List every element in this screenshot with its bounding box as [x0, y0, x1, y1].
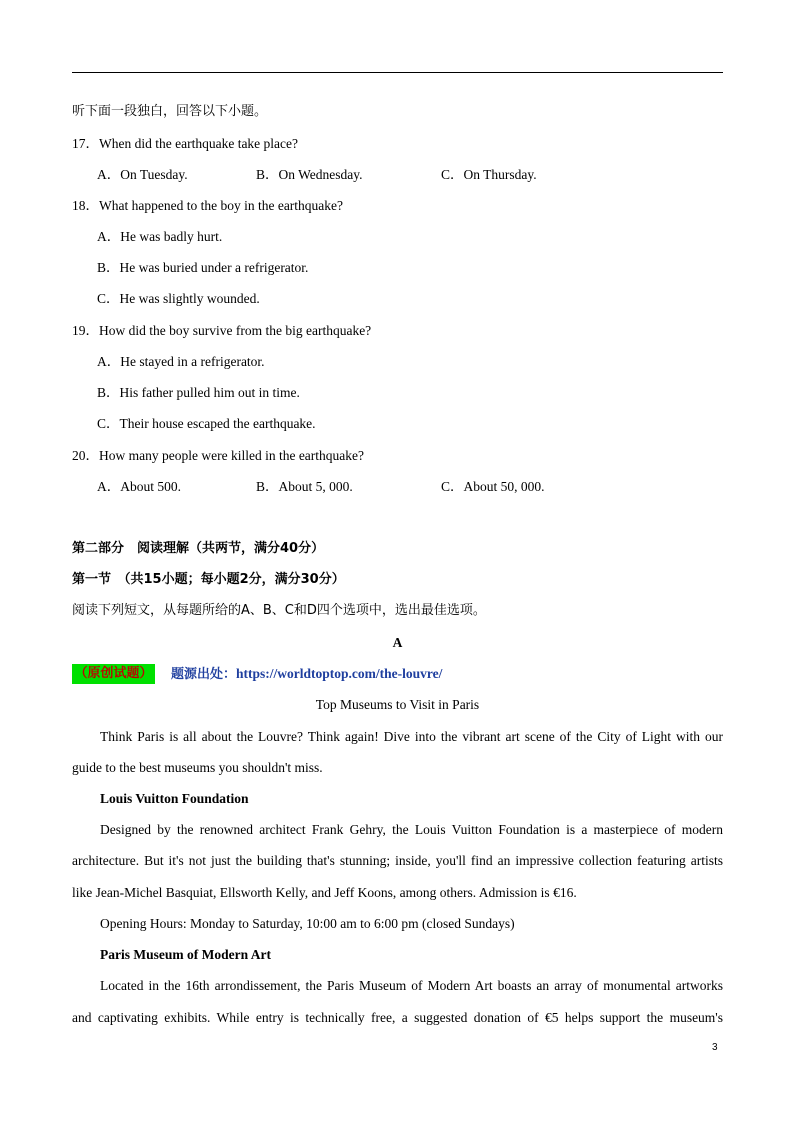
question-text: What happened to the boy in the earthquake?: [99, 198, 344, 213]
option-text: Their house escaped the earthquake.: [119, 416, 316, 431]
pm-heading: Paris Museum of Modern Art: [100, 947, 271, 962]
option-letter: B．: [97, 260, 120, 275]
reading-instruction: 阅读下列短文，从每题所给的A、B、C和D四个选项中，选出最佳选项。: [72, 603, 486, 618]
lv-hours: Opening Hours: Monday to Saturday, 10:00 am to 6:00 pm (closed Sundays): [100, 916, 515, 931]
passage-letter: A: [392, 635, 403, 650]
question-18: [72, 197, 343, 215]
question-number: 19．: [72, 323, 99, 338]
option-text: About 5, 000.: [278, 479, 353, 494]
option-17c: [441, 166, 537, 184]
option-letter: A．: [97, 479, 121, 494]
passage-title: Top Museums to Visit in Paris: [315, 697, 480, 712]
question-number: 18．: [72, 198, 99, 213]
question-number: 20．: [72, 448, 99, 463]
option-text: On Wednesday.: [278, 167, 363, 182]
source-label: 题源出处：: [171, 667, 237, 682]
lv-heading: Louis Vuitton Foundation: [100, 791, 249, 806]
option-letter: B．: [256, 167, 279, 182]
lv-body-line-1: Designed by the renowned architect Frank Gehry, the Louis Vuitton Foundation is a masterpiece of modern: [100, 822, 723, 837]
question-20: [72, 447, 364, 465]
question-17: [72, 135, 298, 153]
lv-body-line-3: like Jean-Michel Basquiat, Ellsworth Kelly, and Jeff Koons, among others. Admission is €16.: [72, 885, 577, 900]
page-number: 3: [712, 1042, 718, 1053]
pm-body-line-2: and captivating exhibits. While entry is technically free, a suggested donation of €5 helps support the museum's: [72, 1010, 723, 1025]
option-text: He stayed in a refrigerator.: [120, 354, 265, 369]
question-text: When did the earthquake take place?: [99, 136, 299, 151]
option-text: About 500.: [120, 479, 181, 494]
option-17a: [97, 166, 188, 184]
option-text: He was buried under a refrigerator.: [119, 260, 309, 275]
part2-heading: 第二部分 阅读理解（共两节，满分40分）: [72, 541, 325, 556]
question-19: [72, 322, 371, 340]
option-19b: [97, 384, 300, 402]
option-20c: [441, 478, 545, 496]
intro-line-1: Think Paris is all about the Louvre? Think again! Dive into the vibrant art scene of the City of Light with our: [100, 729, 723, 744]
option-20a: [97, 478, 181, 496]
option-17b: [256, 166, 363, 184]
header-rule: [72, 72, 723, 73]
section1-heading: 第一节 （共15小题；每小题2分，满分30分）: [72, 572, 345, 587]
option-text: His father pulled him out in time.: [119, 385, 300, 400]
option-letter: C．: [441, 167, 464, 182]
option-letter: B．: [97, 385, 120, 400]
option-18b: [97, 259, 308, 277]
question-text: How did the boy survive from the big earthquake?: [99, 323, 372, 338]
listening-instruction: 听下面一段独白，回答以下小题。: [72, 104, 268, 119]
question-number: 17．: [72, 136, 99, 151]
option-text: About 50, 000.: [463, 479, 545, 494]
intro-line-2: guide to the best museums you shouldn't miss.: [72, 760, 323, 775]
option-18c: [97, 290, 260, 308]
option-letter: C．: [441, 479, 464, 494]
option-letter: B．: [256, 479, 279, 494]
original-question-badge: （原创试题）: [72, 664, 155, 684]
option-letter: A．: [97, 354, 121, 369]
question-text: How many people were killed in the earthquake?: [99, 448, 365, 463]
option-20b: [256, 478, 353, 496]
source-url: https://worldtoptop.com/the-louvre/: [236, 666, 443, 681]
option-letter: C．: [97, 291, 120, 306]
option-19a: [97, 353, 265, 371]
source-line: [171, 665, 442, 684]
option-letter: A．: [97, 167, 121, 182]
pm-body-line-1: Located in the 16th arrondissement, the Paris Museum of Modern Art boasts an array of monumental artworks: [100, 978, 723, 993]
option-letter: C．: [97, 416, 120, 431]
option-letter: A．: [97, 229, 121, 244]
option-19c: [97, 415, 316, 433]
option-text: He was slightly wounded.: [119, 291, 260, 306]
option-18a: [97, 228, 222, 246]
option-text: On Tuesday.: [120, 167, 188, 182]
option-text: On Thursday.: [463, 167, 537, 182]
option-text: He was badly hurt.: [120, 229, 223, 244]
lv-body-line-2: architecture. But it's not just the building that's stunning; inside, you'll find an impressive collection featuring artists: [72, 853, 723, 868]
